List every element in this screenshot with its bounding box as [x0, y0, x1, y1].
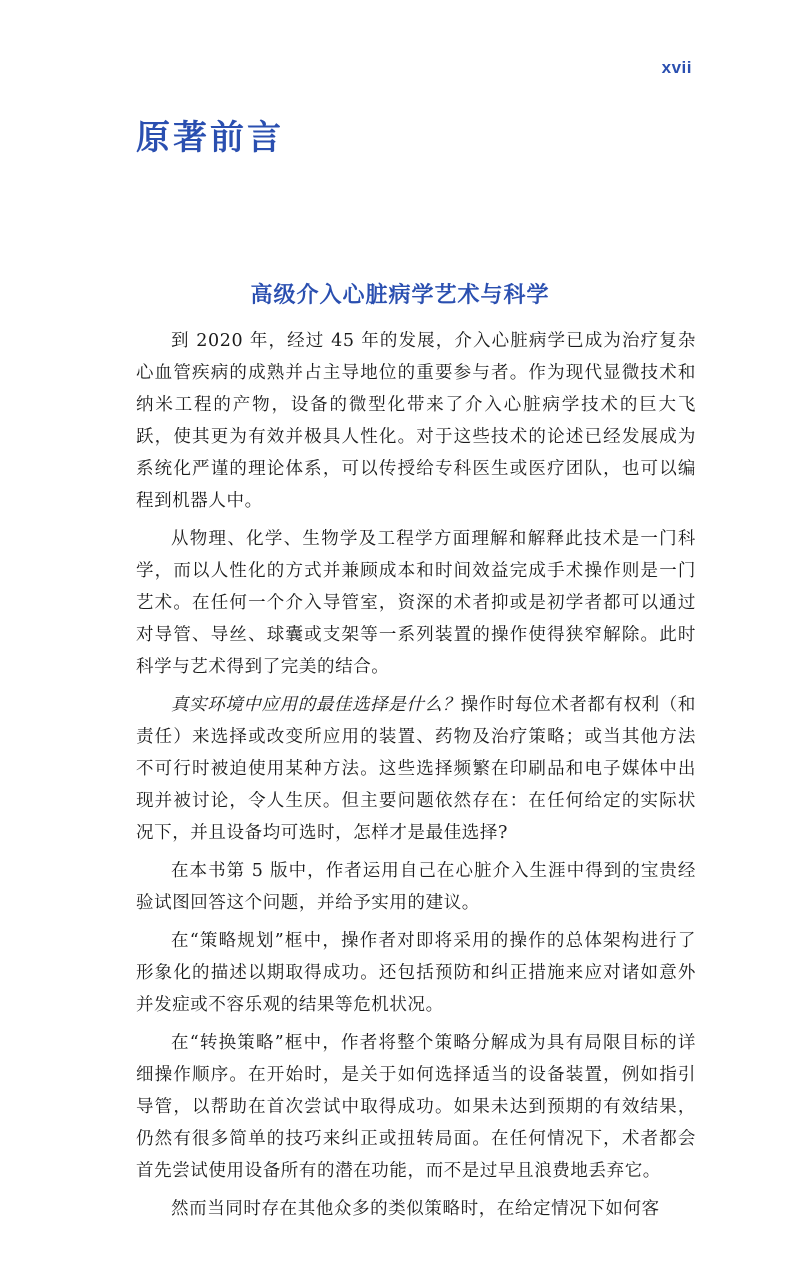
paragraph-1: 到 2020 年，经过 45 年的发展，介入心脏病学已成为治疗复杂心血管疾病的成熟并占主导地位的重要参与者。作为现代显微技术和纳米工程的产物，设备的微型化带来了介入心脏病学技术的巨大飞跃，使其更为有效并极具人性化。对于这些技术的论述已经发展成为系统化严谨的理论体系，可以传授给专科医生或医疗团队，也可以编程到机器人中。: [136, 331, 696, 511]
page-title: 原著前言: [136, 118, 284, 158]
page-number: xvii: [661, 58, 692, 77]
paragraph-2: 从物理、化学、生物学及工程学方面理解和解释此技术是一门科学，而以人性化的方式并兼顾成本和时间效益完成手术操作则是一门艺术。在任何一个介入导管室，资深的术者抑或是初学者都可以通过对导管、导丝、球囊或支架等一系列装置的操作使得狭窄解除。此时科学与艺术得到了完美的结合。: [136, 529, 696, 677]
paragraph-7: 然而当同时存在其他众多的类似策略时，在给定情况下如何客: [171, 1199, 660, 1219]
italic-question: 真实环境中应用的最佳选择是什么？: [171, 695, 461, 715]
paragraph-4: 在本书第 5 版中，作者运用自己在心脏介入生涯中得到的宝贵经验试图回答这个问题，并给予实用的建议。: [136, 861, 696, 913]
section-title: 高级介入心脏病学艺术与科学: [250, 283, 550, 308]
paragraph-5: 在“策略规划”框中，操作者对即将采用的操作的总体架构进行了形象化的描述以期取得成功。还包括预防和纠正措施来应对诸如意外并发症或不容乐观的结果等危机状况。: [136, 931, 696, 1015]
paragraph-3: 真实环境中应用的最佳选择是什么？操作时每位术者都有权利（和责任）来选择或改变所应用的装置、药物及治疗策略；或当其他方法不可行时被迫使用某种方法。这些选择频繁在印刷品和电子媒体中出现并被讨论，令人生厌。但主要问题依然存在：在任何给定的实际状况下，并且设备均可选时，怎样才是最佳选择?: [136, 695, 696, 843]
paragraph-6: 在“转换策略”框中，作者将整个策略分解成为具有局限目标的详细操作顺序。在开始时，是关于如何选择适当的设备装置，例如指引导管，以帮助在首次尝试中取得成功。如果未达到预期的有效结果，仍然有很多简单的技巧来纠正或扭转局面。在任何情况下，术者都会首先尝试使用设备所有的潜在功能，而不是过早且浪费地丢弃它。: [136, 1033, 696, 1181]
body-text: [136, 325, 696, 1231]
